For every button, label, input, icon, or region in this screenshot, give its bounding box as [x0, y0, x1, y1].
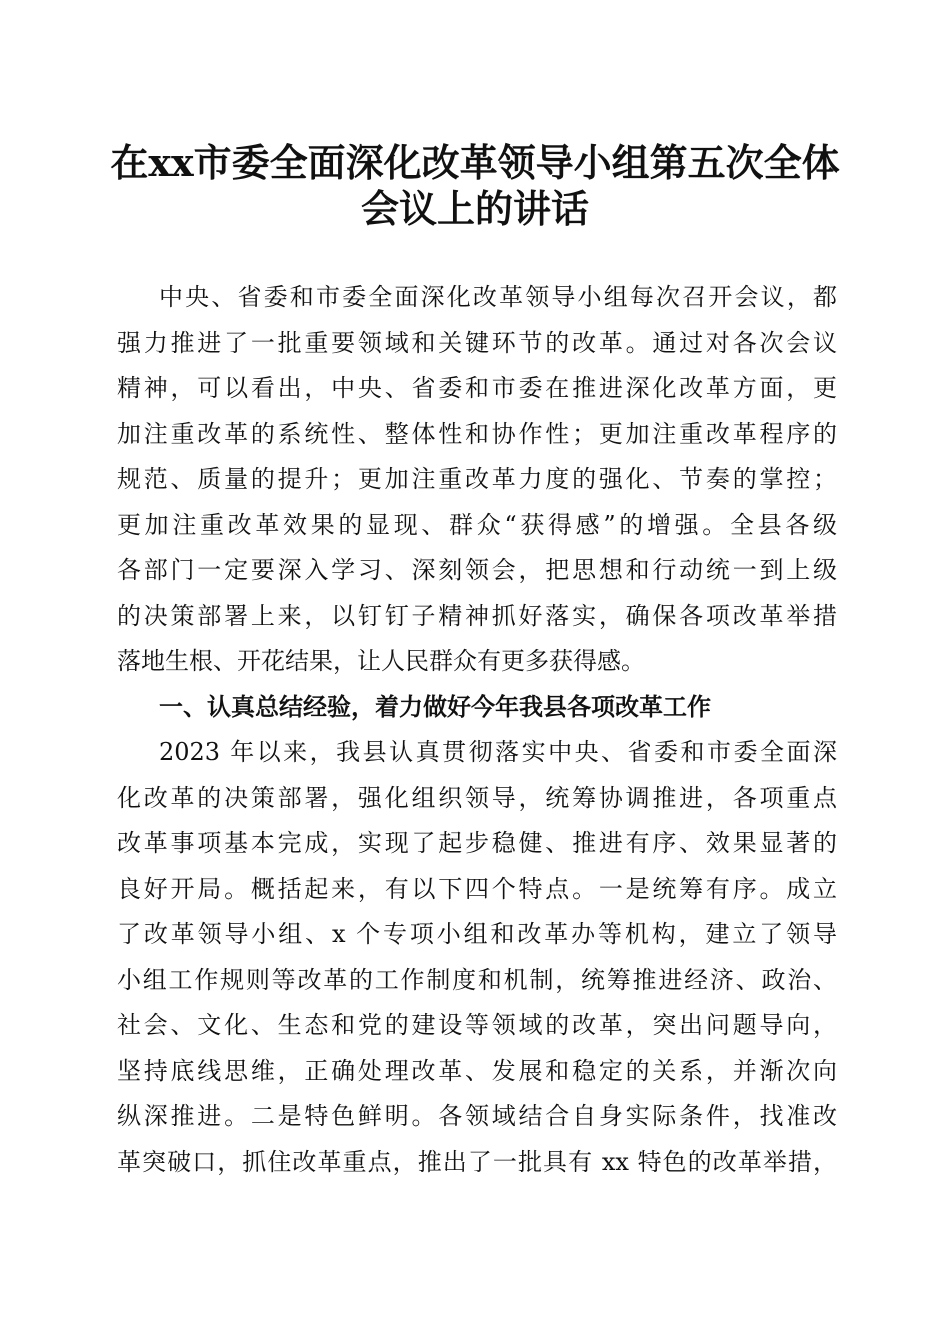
- paragraph-2-line: 改革事项基本完成，实现了起步稳健、推进有序、效果显著的: [117, 829, 837, 857]
- paragraph-2-line: 纵深推进。二是特色鲜明。各领域结合自身实际条件，找准改: [117, 1102, 837, 1130]
- title-line-2: 会议上的讲话: [360, 186, 589, 231]
- paragraph-1-line: 的决策部署上来，以钉钉子精神抓好落实，确保各项改革举措: [117, 601, 837, 630]
- document-title: [0, 140, 950, 232]
- paragraph-2-line: 革突破口，抓住改革重点，推出了一批具有 xx 特色的改革举措，: [117, 1147, 837, 1176]
- paragraph-2-line: 化改革的决策部署，强化组织领导，统筹协调推进，各项重点: [117, 783, 837, 812]
- paragraph-1-line: 加注重改革的系统性、整体性和协作性；更加注重改革程序的: [117, 419, 837, 448]
- section-heading-1: 一、认真总结经验，着力做好今年我县各项改革工作: [159, 692, 711, 721]
- paragraph-2-line: 良好开局。概括起来，有以下四个特点。一是统筹有序。成立: [117, 874, 837, 903]
- paragraph-2-line: 坚持底线思维，正确处理改革、发展和稳定的关系，并渐次向: [117, 1056, 837, 1085]
- paragraph-2-line: 社会、文化、生态和党的建设等领域的改革，突出问题导向，: [117, 1011, 837, 1039]
- paragraph-1-line: 各部门一定要深入学习、深刻领会，把思想和行动统一到上级: [117, 556, 837, 584]
- paragraph-1-line: 更加注重改革效果的显现、群众“获得感”的增强。全县各级: [117, 510, 837, 539]
- paragraph-1-line: 强力推进了一批重要领域和关键环节的改革。通过对各次会议: [117, 328, 837, 357]
- paragraph-2-line: 了改革领导小组、x 个专项小组和改革办等机构，建立了领导: [117, 920, 837, 948]
- paragraph-1: [117, 275, 837, 1185]
- paragraph-1-line: 落地生根、开花结果，让人民群众有更多获得感。: [117, 647, 645, 675]
- paragraph-2-line: 2023 年以来，我县认真贯彻落实中央、省委和市委全面深: [159, 738, 837, 766]
- title-line-1: 在xx市委全面深化改革领导小组第五次全体: [110, 140, 840, 185]
- paragraph-1-line: 规范、质量的提升；更加注重改革力度的强化、节奏的掌控；: [117, 465, 837, 493]
- paragraph-2-line: 小组工作规则等改革的工作制度和机制，统筹推进经济、政治、: [117, 965, 837, 994]
- paragraph-1-line: 中央、省委和市委全面深化改革领导小组每次召开会议，都: [159, 283, 837, 311]
- paragraph-1-line: 精神，可以看出，中央、省委和市委在推进深化改革方面，更: [117, 374, 837, 402]
